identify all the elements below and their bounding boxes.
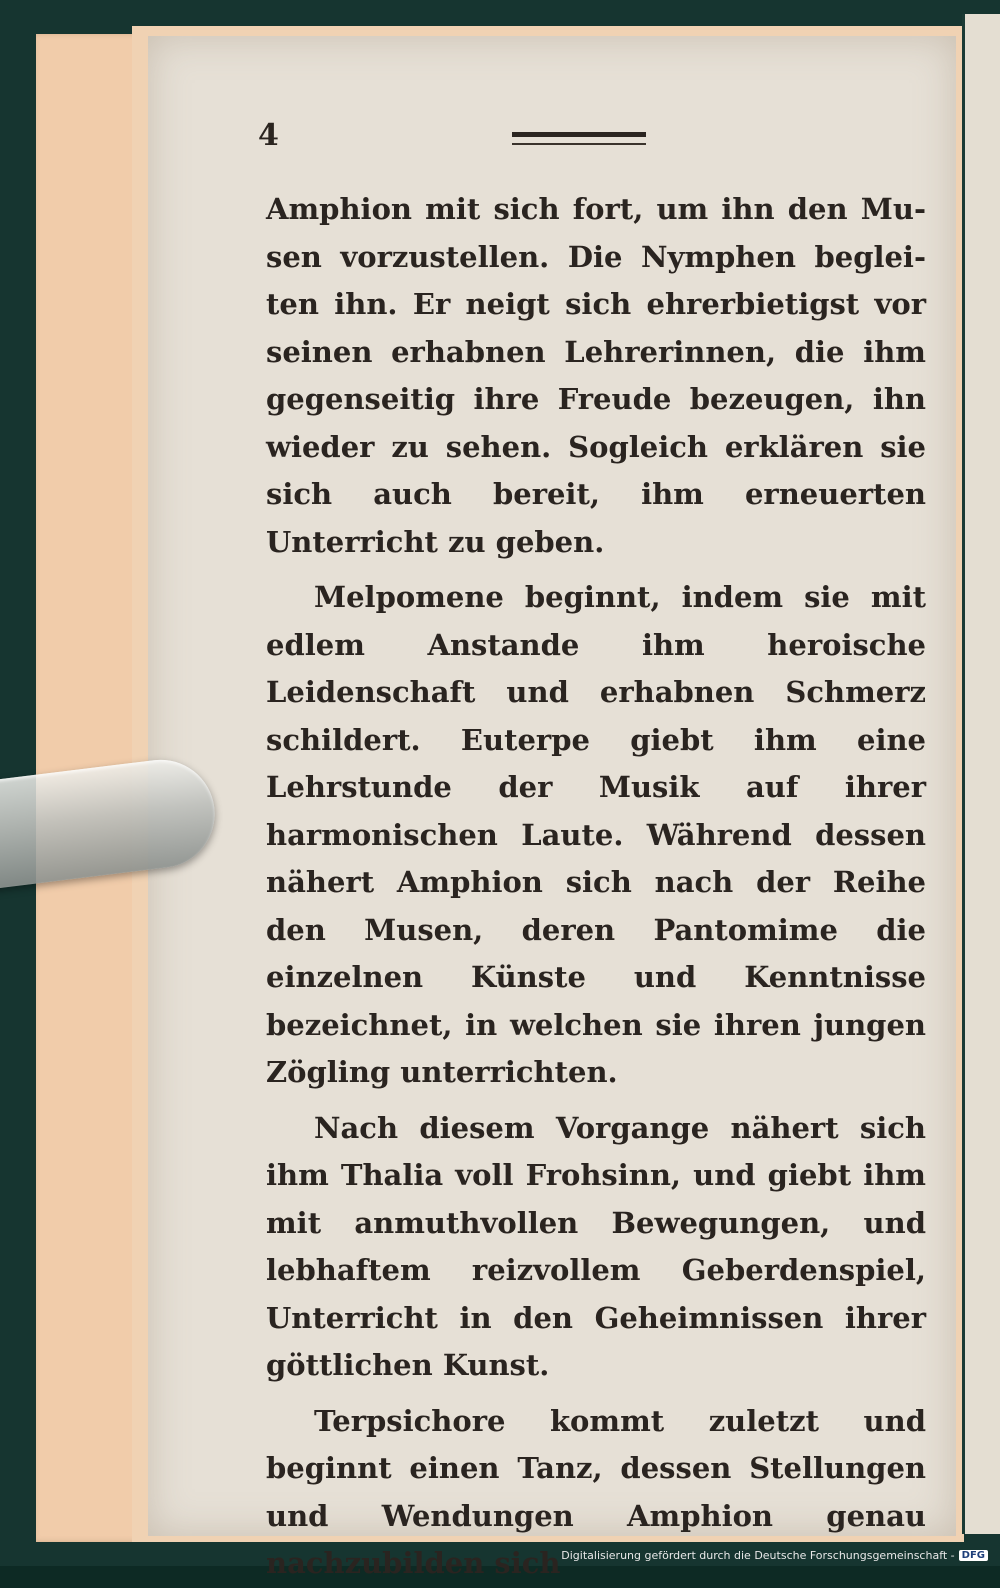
credit-text: Digitalisierung gefördert durch die Deutsche Forschungsgemeinschaft - — [561, 1549, 955, 1562]
header-rule — [512, 132, 646, 137]
dfg-logo: DFG — [959, 1550, 988, 1561]
page-number: 4 — [258, 118, 279, 153]
body-text — [266, 186, 926, 1588]
paragraph-3: Nach diesem Vorgange nähert sich ihm Thalia voll Frohsinn, und giebt ihm mit anmuthvollen Bewegungen, und lebhaftem reizvollem Geberdenspiel, Unterricht in den Geheimnissen ihrer göttlichen Kunst. — [266, 1110, 926, 1382]
paragraph-4: Terpsichore kommt zuletzt und beginnt einen Tanz, dessen Stellungen und Wendungen Amphion genau nachzubilden sich — [266, 1403, 926, 1580]
facing-page-edge — [962, 14, 1000, 1534]
footer-credit — [561, 1549, 988, 1562]
paragraph-2: Melpomene beginnt, indem sie mit edlem Anstande ihm heroische Leidenschaft und erhabnen Schmerz schildert. Euterpe giebt ihm eine Lehrstunde der Musik auf ihrer harmonischen Laute. Während dessen nähert Amphion sich nach der Reihe den Musen, deren Pantomime die einzelnen Künste und Kenntnisse bezeichnet, in welchen sie ihren jungen Zögling unterrichten. — [266, 580, 926, 1089]
paragraph-1: Amphion mit sich fort, um ihn den Musen vorzustellen. Die Nymphen begleiten ihn. Er neigt sich ehrerbietigst vor seinen erhabnen Lehrerinnen, die ihm gegenseitig ihre Freude bezeugen, ihn wieder zu sehen. Sogleich erklären sie sich auch bereit, ihm erneuerten Unterricht zu geben. — [266, 192, 926, 559]
